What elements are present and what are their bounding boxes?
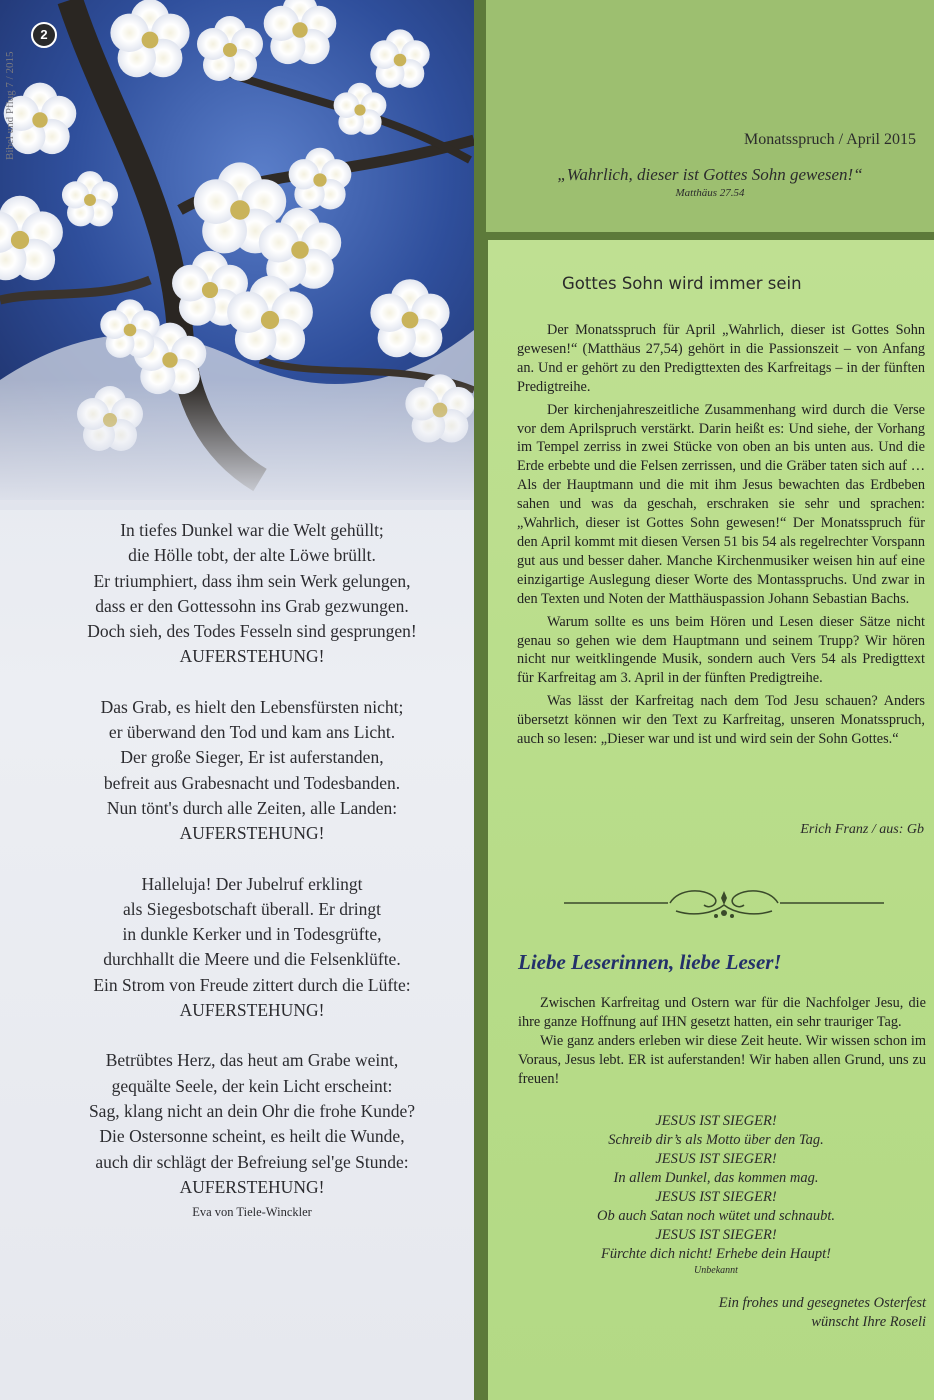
article-paragraph: Der kirchenjahreszeitliche Zusammenhang wird durch die Verse vor dem Aprilspruch verstärkt. Darin heißt es: Und siehe, der Vorhang im Tempel zerriss in zwei Stücke von oben an bis unten aus. Und die Erde erbebte und die Felsen zerrissen, und die Gräber taten sich auf … Als der Hauptmann und die mit ihm Jesus bewachten das Erdbeben sahen und was da geschah, erschraken sie sehr und sprachen: „Wahrlich, dieser ist Gottes Sohn gewesen!“ Der Monatsspruch für den April kommt mit diesen Versen 51 bis 54 als regelrechter Vorspann gut aus und besser daher. Manche Kirchenmusiker weisen hin auf eine einzigartige Auslegung dieser Worte des Montasspruchs. Und zwar in den Texten und Noten der Matthäuspassion Johann Sebastian Bachs.: [517, 401, 925, 607]
letter-paragraph: Zwischen Karfreitag und Ostern war für die Nachfolger Jesu, die ihre ganze Hoffnung auf IHN gesetzt hatten, ein sehr trauriger Tag.: [518, 995, 926, 1030]
verse-line: JESUS IST SIEGER!: [655, 1113, 777, 1129]
poem-line: Betrübtes Herz, das heut am Grabe weint,: [105, 1050, 399, 1071]
poem-line: Der große Sieger, Er ist auferstanden,: [120, 747, 384, 768]
poem-line: Das Grab, es hielt den Lebensfürsten nicht;: [100, 696, 404, 717]
poem-line: Nun tönt's durch alle Zeiten, alle Landen:: [106, 797, 398, 818]
closing-line: Ein frohes und gesegnetes Osterfest: [718, 1295, 926, 1311]
closing-line: wünscht Ihre Roseli: [811, 1314, 926, 1330]
closing: [719, 1294, 926, 1332]
poem: [20, 518, 474, 1221]
poem-line: In tiefes Dunkel war die Welt gehüllt;: [120, 520, 384, 540]
poem-author: Eva von Tiele-Winckler: [192, 1205, 312, 1220]
poem-line: AUFERSTEHUNG!: [179, 646, 325, 667]
verse-line: Fürchte dich nicht! Erhebe dein Haupt!: [601, 1246, 831, 1262]
article-body: [517, 321, 925, 753]
poem-line: Halleluja! Der Jubelruf erklingt: [141, 873, 363, 894]
side-label: Bibel und Pflug 7 / 2015: [4, 51, 16, 160]
poem-line: er überwand den Tod und kam ans Licht.: [108, 722, 396, 743]
poem-line: die Hölle tobt, der alte Löwe brüllt.: [128, 545, 376, 566]
poem-line: Er triumphiert, dass ihm sein Werk gelungen,: [93, 570, 411, 591]
verse-line: JESUS IST SIEGER!: [655, 1227, 777, 1243]
article-paragraph: Was lässt der Karfreitag nach dem Tod Jesu schauen? Anders übersetzt können wir den Text zu Karfreitag, unseren Monatsspruch, auch so lesen: „Dieser war und ist und wird sein der Sohn Gottes.“: [517, 693, 925, 748]
photo-fade: [0, 380, 474, 510]
poem-line: Sag, klang nicht an dein Ohr die frohe Kunde?: [88, 1100, 416, 1121]
article-panel: [488, 240, 934, 1400]
poem-stanza: [20, 872, 474, 1024]
poem-stanza: [20, 695, 474, 847]
poem-line: gequälte Seele, der kein Licht erscheint:: [111, 1075, 393, 1096]
article-paragraph: Warum sollte es uns beim Hören und Lesen dieser Sätze nicht genau so gehen wie dem Hauptmann und seinem Trupp? Wir hören nicht nur weitklingende Musik, sondern auch Vers 54 als Predigttext für Karfreitag am 3. April in der fünften Predigtreihe.: [517, 613, 925, 687]
poem-line: befreit aus Grabesnacht und Todesbanden.: [103, 772, 401, 793]
ornament-divider: [564, 883, 884, 923]
poem-line: AUFERSTEHUNG!: [179, 1000, 325, 1021]
article-paragraph: Der Monatsspruch für April „Wahrlich, dieser ist Gottes Sohn gewesen!“ (Matthäus 27,54) gehört in die Passionszeit – von Anfang an. Und er gehört zu den Predigttexten des Karfreitags – in der fünften Predigtreihe.: [517, 322, 925, 395]
poem-line: in dunkle Kerker und in Todesgrüfte,: [122, 924, 382, 945]
letter-paragraph: Wie ganz anders erleben wir diese Zeit heute. Wir wissen schon im Voraus, Jesus lebt. ER ist auferstanden! Wir haben allen Grund, uns zu freuen!: [518, 1032, 926, 1087]
verse-line: JESUS IST SIEGER!: [655, 1151, 777, 1167]
letter-title: Liebe Leserinnen, liebe Leser!: [518, 950, 782, 974]
poem-line: AUFERSTEHUNG!: [179, 823, 325, 844]
verse-line: JESUS IST SIEGER!: [655, 1189, 777, 1205]
poem-line: auch dir schlägt der Befreiung sel'ge Stunde:: [95, 1151, 409, 1172]
poem-line: durchhallt die Meere und die Felsenklüfte.: [103, 949, 401, 970]
letter-body: [518, 994, 926, 1089]
poem-line: AUFERSTEHUNG!: [179, 1176, 325, 1197]
poem-line: als Siegesbotschaft überall. Er dringt: [122, 898, 382, 919]
poem-stanza: [20, 518, 474, 670]
verse-line: Ob auch Satan noch wütet und schnaubt.: [596, 1208, 836, 1224]
page-number-badge: 2: [31, 22, 57, 48]
verse-author: Unbekannt: [694, 1265, 738, 1276]
poem-stanza: [20, 1048, 474, 1200]
article-credit: Erich Franz / aus: Gb: [800, 822, 924, 837]
verse-line: In allem Dunkel, das kommen mag.: [613, 1170, 819, 1186]
poem-line: Doch sieh, des Todes Fesseln sind gesprungen!: [87, 621, 417, 642]
poem-line: Ein Strom von Freude zittert durch die Lüfte:: [93, 974, 411, 995]
poem-line: Die Ostersonne scheint, es heilt die Wunde,: [99, 1126, 405, 1147]
monatsspruch-quote: „Wahrlich, dieser ist Gottes Sohn gewesen!“: [557, 165, 863, 184]
article-title: Gottes Sohn wird immer sein: [562, 274, 802, 293]
monatsspruch-header: [486, 0, 934, 232]
monatsspruch-reference: Matthäus 27.54: [675, 187, 745, 199]
verse: [508, 1112, 924, 1278]
verse-line: Schreib dir’s als Motto über den Tag.: [608, 1132, 824, 1148]
poem-line: dass er den Gottessohn ins Grab gezwungen.: [95, 595, 409, 616]
monatsspruch-heading: Monatsspruch / April 2015: [744, 131, 916, 148]
